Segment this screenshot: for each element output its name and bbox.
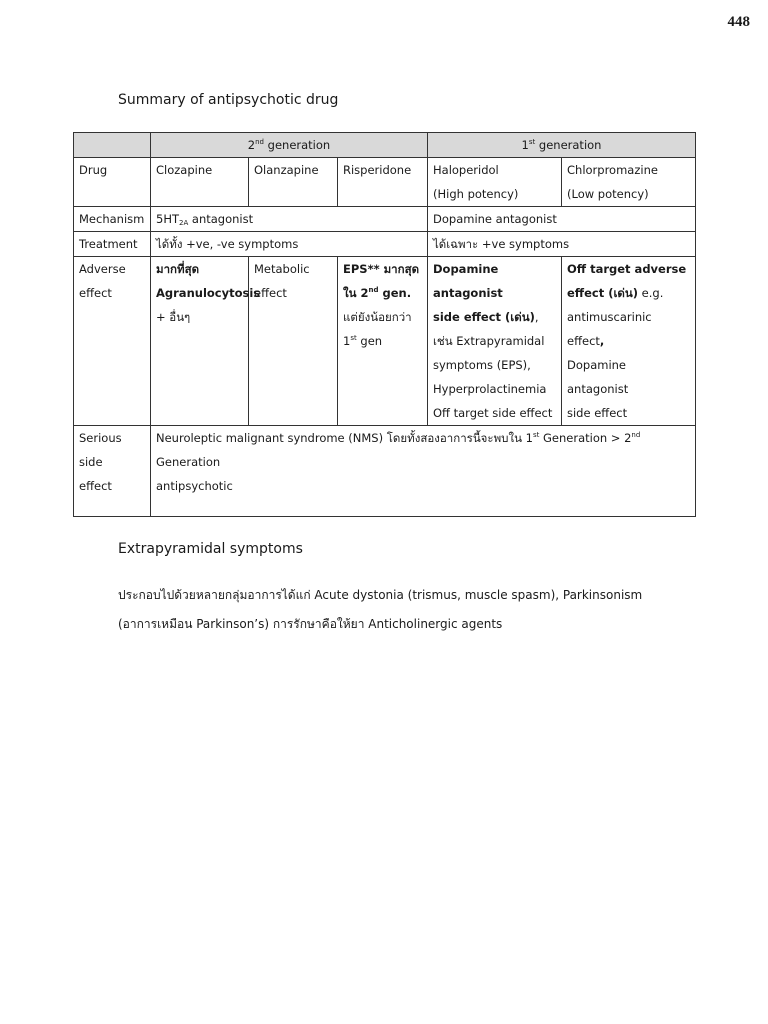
section-title-summary: Summary of antipsychotic drug xyxy=(118,92,339,108)
table-row-mechanism xyxy=(74,207,696,232)
cell-risperidone: Risperidone xyxy=(338,158,428,207)
row-label-drug: Drug xyxy=(74,158,151,207)
antipsychotic-summary-table xyxy=(73,132,696,517)
cell-olanzapine: Olanzapine xyxy=(249,158,338,207)
cell-mechanism-gen1: Dopamine antagonist xyxy=(428,207,696,232)
cell-adverse-chlorpromazine: Off target adverse effect (เด่น) e.g. antimuscarinic effect, Dopamine antagonist side effect xyxy=(562,257,696,426)
cell-adverse-clozapine: มากที่สุด Agranulocytosis + อื่นๆ xyxy=(151,257,249,426)
page-number: 448 xyxy=(727,14,750,30)
paragraph-line-2: (อาการเหมือน Parkinson’s) การรักษาคือให้ยา Anticholinergic agents xyxy=(118,617,503,631)
table-header-row xyxy=(74,133,696,158)
cell-serious-side-effect: Neuroleptic malignant syndrome (NMS) โดยทั้งสองอาการนี้จะพบใน 1st Generation > 2nd Generation antipsychotic xyxy=(151,426,696,517)
row-label-treatment: Treatment xyxy=(74,232,151,257)
cell-treatment-gen2: ได้ทั้ง +ve, -ve symptoms xyxy=(151,232,428,257)
table-row-drug xyxy=(74,158,696,207)
header-1st-generation: 1st generation xyxy=(428,133,696,158)
row-label-serious-side-effect: Serious side effect xyxy=(74,426,151,517)
cell-chlorpromazine: Chlorpromazine (Low potency) xyxy=(562,158,696,207)
cell-clozapine: Clozapine xyxy=(151,158,249,207)
cell-adverse-risperidone: EPS** มากสุด ใน 2nd gen. แต่ยังน้อยกว่า 1st gen xyxy=(338,257,428,426)
table-row-adverse-effect xyxy=(74,257,696,426)
cell-haloperidol: Haloperidol (High potency) xyxy=(428,158,562,207)
row-label-mechanism: Mechanism xyxy=(74,207,151,232)
section-title-extrapyramidal: Extrapyramidal symptoms xyxy=(118,541,303,557)
cell-treatment-gen1: ได้เฉพาะ +ve symptoms xyxy=(428,232,696,257)
cell-adverse-olanzapine: Metabolic effect xyxy=(249,257,338,426)
paragraph-line-1: ประกอบไปด้วยหลายกลุ่มอาการได้แก่ Acute dystonia (trismus, muscle spasm), Parkinsonism xyxy=(118,588,643,602)
header-2nd-generation: 2nd generation xyxy=(151,133,428,158)
cell-adverse-haloperidol: Dopamine antagonist side effect (เด่น), เช่น Extrapyramidal symptoms (EPS), Hyperprolactinemia Off target side effect xyxy=(428,257,562,426)
extrapyramidal-paragraph xyxy=(118,581,718,639)
cell-mechanism-gen2: $5HT_{2A}$ antagonist xyxy=(151,207,428,232)
header-empty-cell xyxy=(74,133,151,158)
row-label-adverse-effect: Adverse effect xyxy=(74,257,151,426)
table-row-treatment xyxy=(74,232,696,257)
table-row-serious-side-effect xyxy=(74,426,696,517)
